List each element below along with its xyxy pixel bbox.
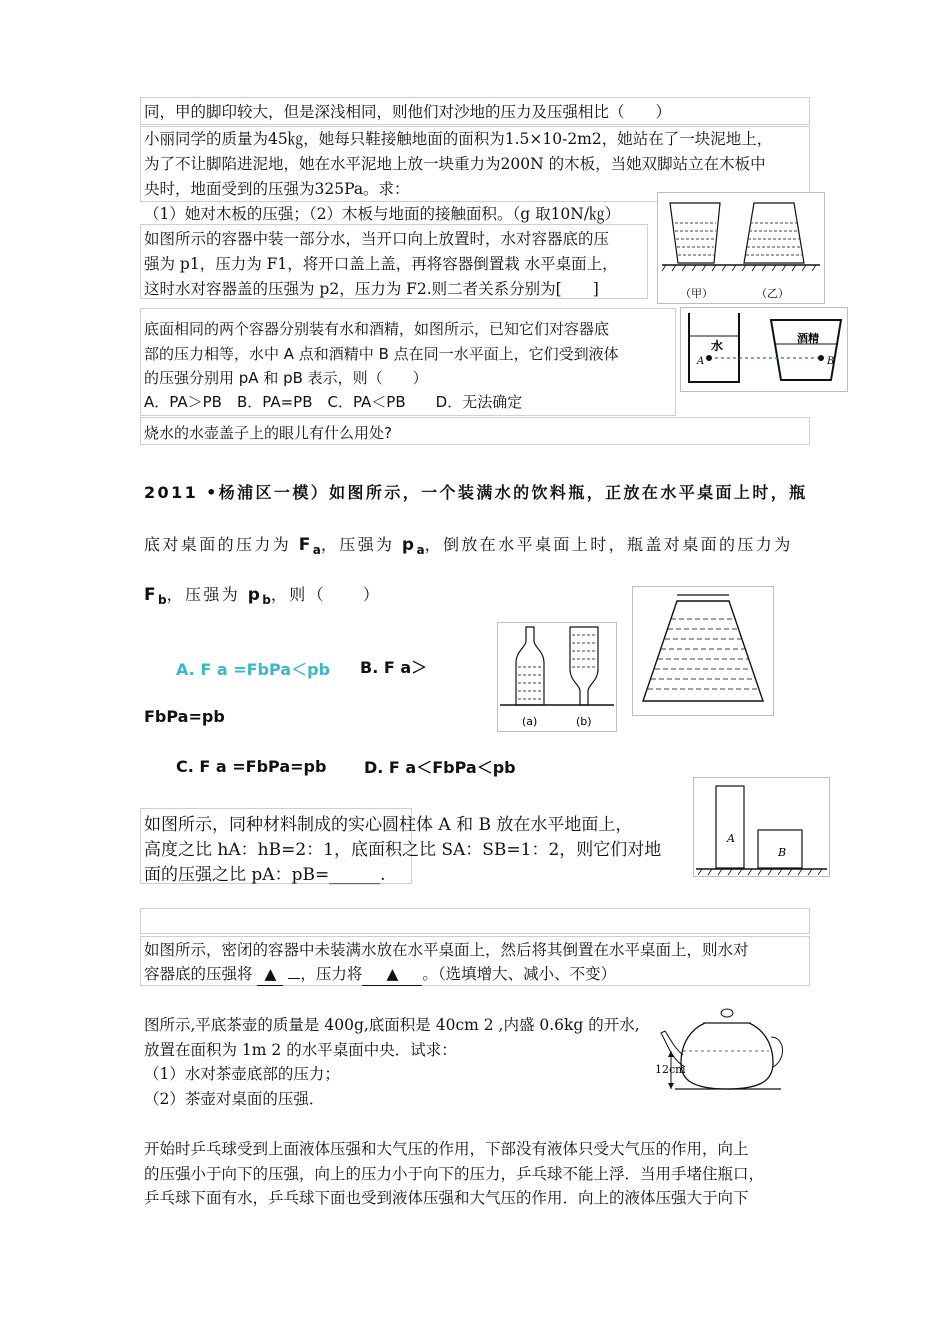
- q6-fig-a: A: [727, 832, 735, 845]
- q2-line-1: 如图所示的容器中装一部分水，当开口向上放置时，水对容器底的压: [144, 230, 610, 248]
- q3-options: A．PA＞PB B．PA=PB C．PA＜PB D．无法确定: [144, 393, 523, 411]
- q5-pb-symbol: p: [247, 585, 263, 605]
- q5-fa-sub: a: [312, 543, 321, 558]
- q5-line-2: [144, 534, 793, 561]
- q8-line-2: 放置在面积为 1m 2 的水平桌面中央．试求：: [144, 1041, 457, 1059]
- q8-teapot-svg: [655, 1003, 795, 1098]
- q3-line-1: 底面相同的两个容器分别装有水和酒精，如图所示，已知它们对容器底: [144, 320, 610, 338]
- q3-fig-b: B: [827, 356, 835, 367]
- q6-line-2: 高度之比 hA：hB=2：1，底面积之比 SA：SB=1：2，则它们对地: [144, 840, 662, 860]
- q5-line-2a: 底对桌面的压力为: [144, 535, 299, 554]
- q2-line-2: 强为 p1，压力为 F1，将开口盖上盖，再将容器倒置栽 水平桌面上，: [144, 255, 618, 273]
- q5-line-2g: ，倒放在水平桌面上时，瓶盖对桌面的压力为: [424, 535, 793, 554]
- q5-fa-symbol: F: [298, 535, 313, 555]
- q5-fb-symbol: F: [144, 585, 159, 605]
- q3-line-3: 的压强分别用 pA 和 pB 表示，则（ ）: [144, 369, 428, 387]
- q5-fb-sub: b: [158, 593, 167, 608]
- q5-fig-label-b: (b): [576, 715, 592, 728]
- empty-box: [140, 908, 810, 934]
- q5-option-b-cont: FbPa=pb: [144, 707, 225, 726]
- q5-pb-sub: b: [262, 593, 271, 608]
- q3-fig-a: A: [697, 356, 705, 367]
- q7-line-2: [144, 963, 616, 986]
- q3-fig-water: 水: [711, 339, 724, 353]
- q5-bottles-svg: [498, 623, 616, 731]
- q5-line-1-text: 2011 •杨浦区一模）如图所示，一个装满水的饮料瓶，正放在水平桌面上时，瓶: [144, 483, 808, 502]
- q9-line-3: 乒乓球下面有水，乒乓球下面也受到液体压强和大气压的作用．向上的液体压强大于向下: [144, 1189, 749, 1207]
- q6-cylinders-svg: [694, 778, 829, 876]
- q5-line-3f: ，则（ ）: [270, 585, 382, 604]
- q9-line-1: 开始时乒乓球受到上面液体压强和大气压的作用，下部没有液体只受大气压的作用，向上: [144, 1140, 749, 1158]
- q8-line-3: （1）水对茶壶底部的压力；: [144, 1065, 340, 1083]
- q9-line-2: 的压强小于向下的压强，向上的压力小于向下的压力，乒乓球不能上浮．当用手堵住瓶口，: [144, 1165, 765, 1183]
- q8-figure-teapot: [655, 1003, 795, 1098]
- q7-line-2c: 。（选填增大、减小、不变）: [422, 965, 617, 983]
- q6-line-3: 面的压强之比 pA：pB=______.: [144, 865, 386, 885]
- q6-figure-cylinders: [693, 777, 830, 877]
- q7-blank-2[interactable]: ▲: [362, 963, 422, 986]
- q3-figure-svg: [681, 308, 847, 391]
- q1-line-3: 为了不让脚陷进泥地，她在水平泥地上放一块重力为200N 的木板，当她双脚站立在木板中: [144, 155, 766, 173]
- q5-figure-bottles: [497, 622, 617, 732]
- q8-fig-label: 12cm: [655, 1063, 686, 1076]
- q8-line-1: 图所示,平底茶壶的质量是 400g,底面积是 40cm 2 ,内盛 0.6kg 的开水,: [144, 1016, 640, 1034]
- q1-line-5: （1）她对木板的压强；（2）木板与地面的接触面积。（g 取10N/㎏）: [144, 205, 621, 223]
- q7-blank-1-tail: [288, 978, 300, 979]
- q1-line-1: 同，甲的脚印较大，但是深浅相同，则他们对沙地的压力及压强相比（ ）: [144, 103, 672, 121]
- q5-trapezoid-svg: [633, 587, 773, 715]
- q7-blank-1[interactable]: ▲: [257, 963, 283, 986]
- q5-option-b: B. F a＞: [360, 658, 428, 677]
- q5-pa-symbol: p: [401, 535, 417, 555]
- q7-line-2b: ，压力将: [300, 965, 363, 983]
- q4-text: 烧水的水壶盖子上的眼儿有什么用处?: [144, 424, 392, 442]
- q5-line-1: [144, 482, 808, 504]
- q3-figure-containers: [680, 307, 848, 392]
- q2-fig-label-b: （乙）: [756, 287, 789, 300]
- q8-line-4: （2）茶壶对桌面的压强．: [144, 1090, 325, 1108]
- q1-line-4: 央时，地面受到的压强为325Pa。求：: [144, 180, 410, 198]
- q5-line-3c: ，压强为: [166, 585, 248, 604]
- q5-figure-trapezoid: [632, 586, 774, 716]
- q5-option-c: C. F a =FbPa=pb: [176, 757, 327, 776]
- q2-fig-label-a: （甲）: [680, 287, 713, 300]
- q5-option-a: A. F a =FbPa＜pb: [176, 660, 330, 679]
- q5-pa-sub: a: [416, 543, 425, 558]
- q5-option-d: D. F a＜FbPa＜pb: [364, 758, 516, 777]
- q5-line-2d: ，压强为: [320, 535, 402, 554]
- q7-line-1: 如图所示，密闭的容器中未装满水放在水平桌面上，然后将其倒置在水平桌面上，则水对: [144, 941, 749, 959]
- q7-line-2a: 容器底的压强将: [144, 965, 253, 983]
- q5-line-3: [144, 584, 381, 611]
- q2-figure-containers: [657, 192, 825, 304]
- q5-fig-label-a: (a): [522, 715, 538, 728]
- q3-fig-alcohol: 酒精: [797, 332, 819, 345]
- q6-fig-b: B: [778, 846, 787, 859]
- q3-line-2: 部的压力相等，水中 A 点和酒精中 B 点在同一水平面上，它们受到液体: [144, 345, 619, 363]
- q1-line-2: 小丽同学的质量为45㎏，她每只鞋接触地面的面积为1.5×10-2m2，她站在了一块泥地上，: [144, 130, 773, 148]
- q2-figure-svg: [658, 193, 824, 303]
- q6-line-1: 如图所示，同种材料制成的实心圆柱体 A 和 B 放在水平地面上，: [144, 815, 633, 835]
- q2-line-3: 这时水对容器盖的压强为 p2，压力为 F2.则二者关系分别为[ ]: [144, 280, 599, 298]
